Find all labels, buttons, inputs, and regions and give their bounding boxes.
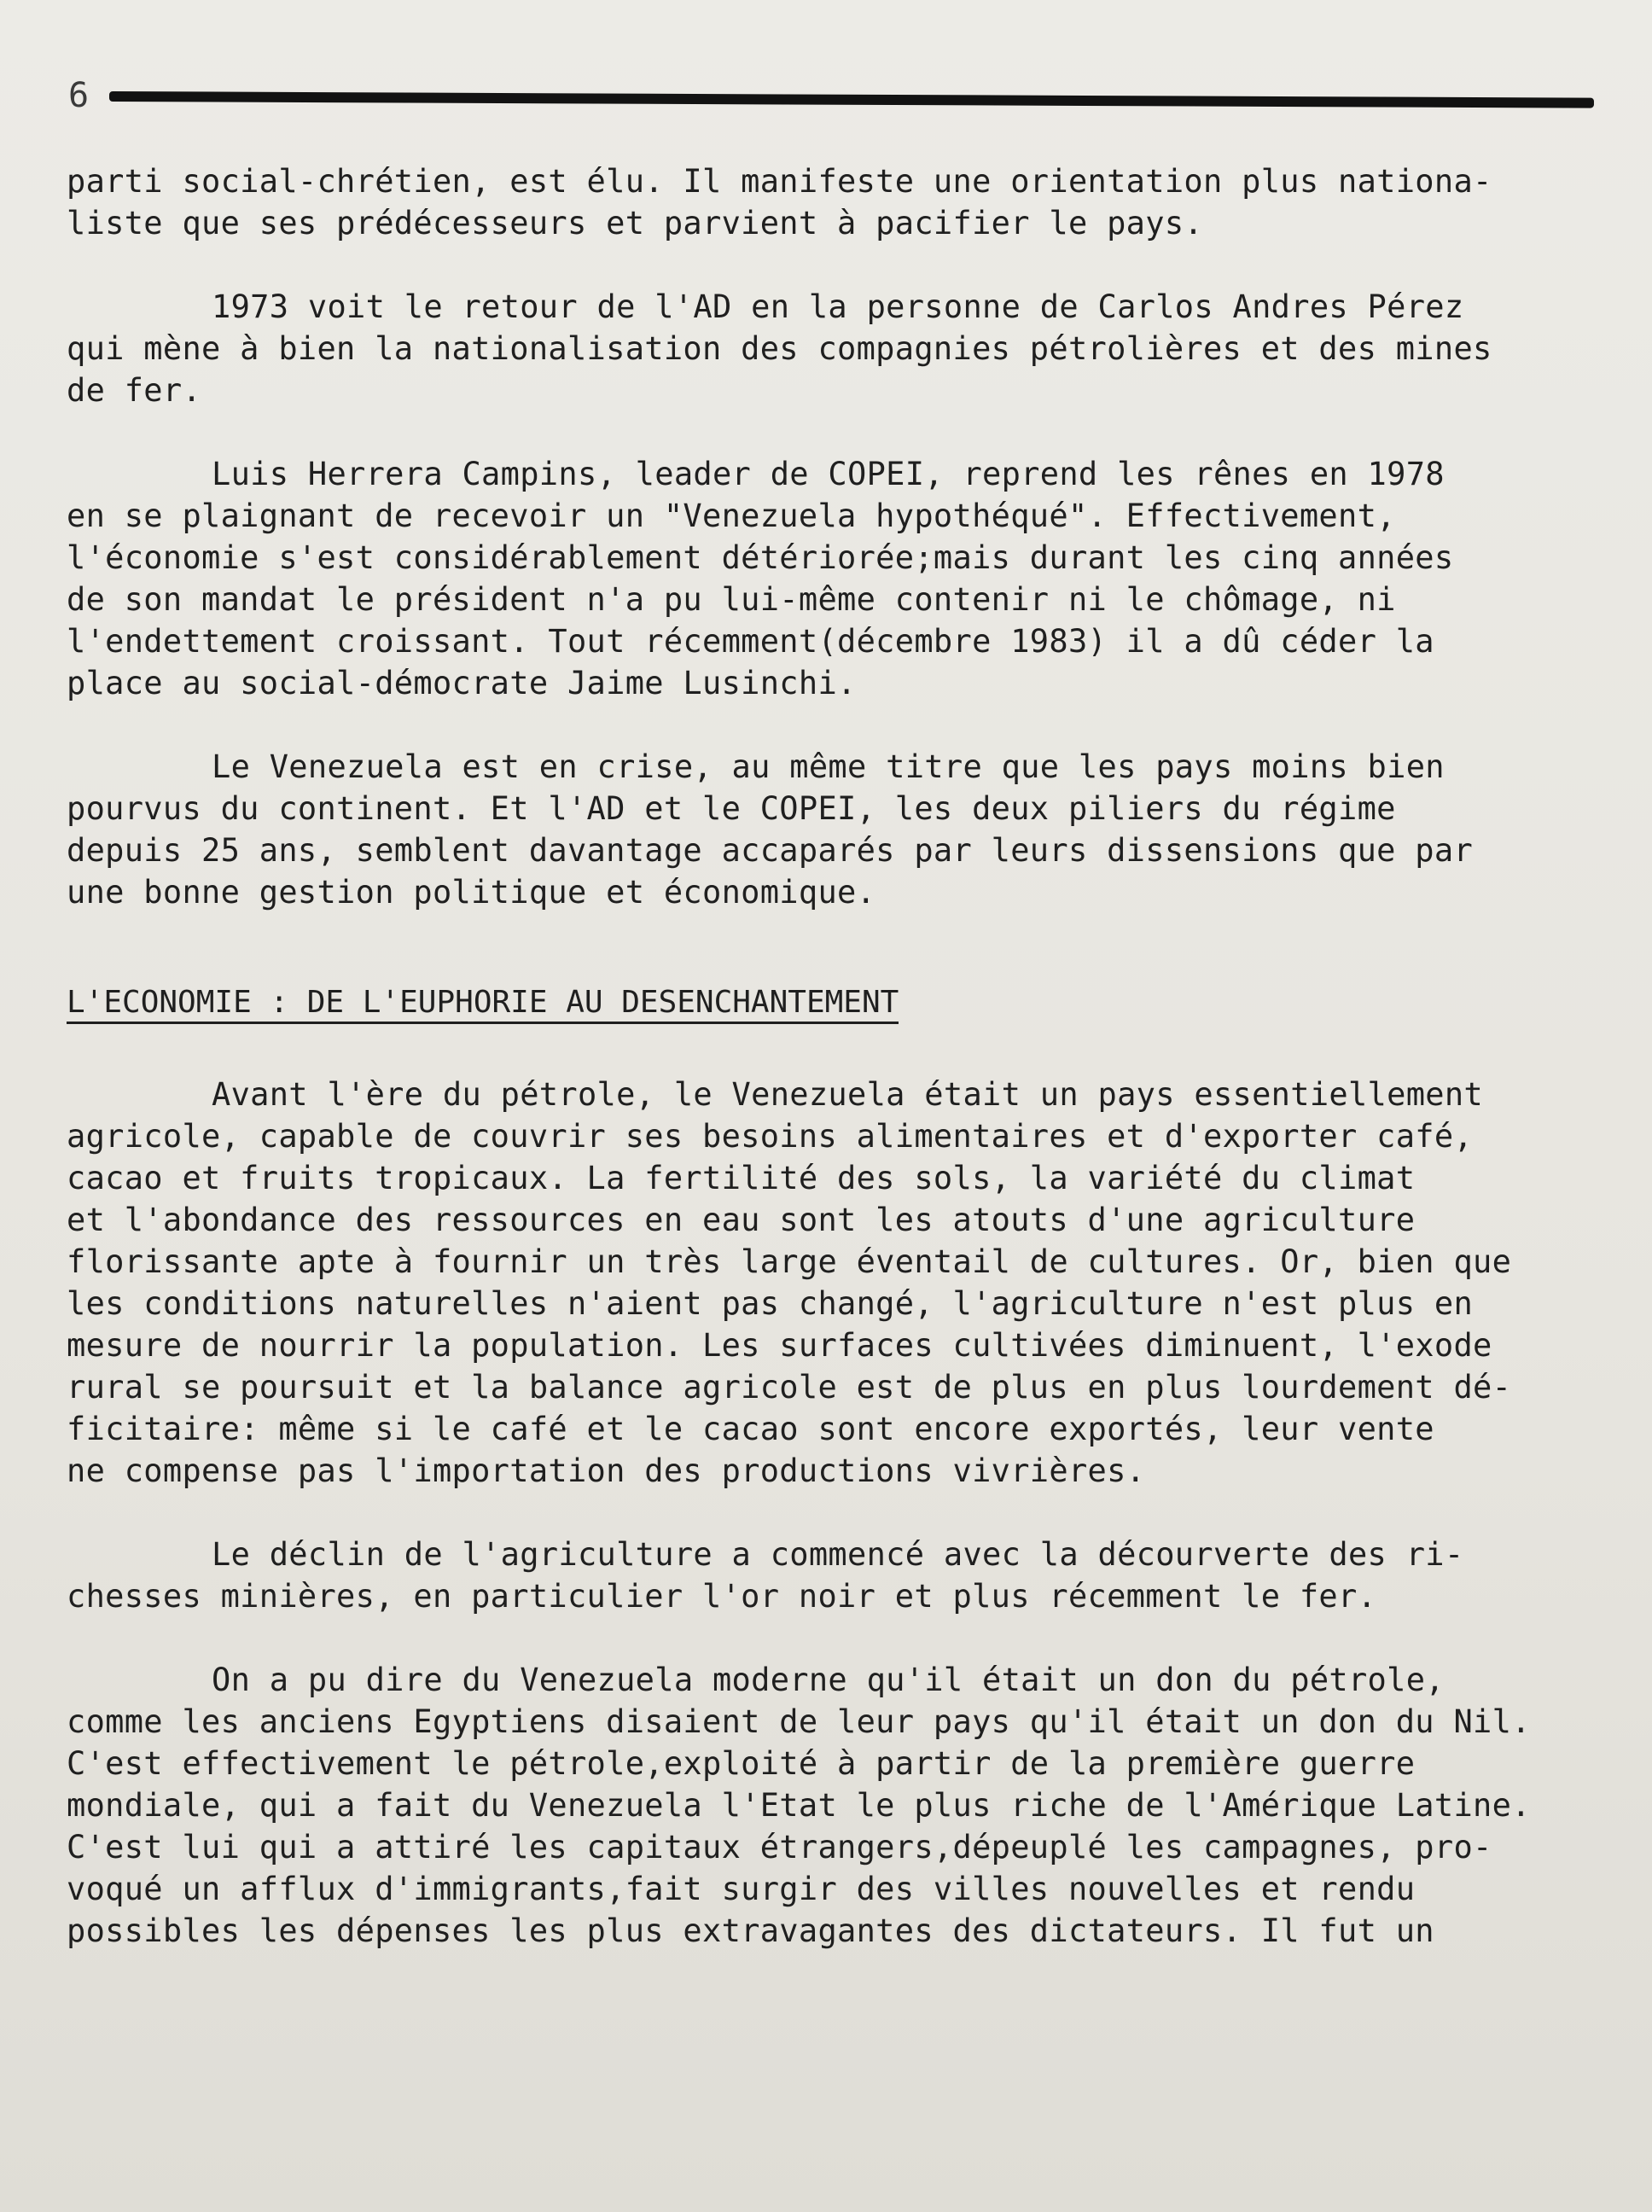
body-text [67, 160, 1585, 1994]
text-line: Avant l'ère du pétrole, le Venezuela était un pays essentiellement [212, 1076, 1484, 1113]
text-line: qui mène à bien la nationalisation des compagnies pétrolières et des mines [67, 330, 1492, 367]
paragraph [67, 1074, 1585, 1492]
text-line: l'endettement croissant. Tout récemment(décembre 1983) il a dû céder la [67, 623, 1434, 660]
text-line: possibles les dépenses les plus extravagantes des dictateurs. Il fut un [67, 1912, 1434, 1949]
paragraph [67, 286, 1585, 411]
text-line: l'économie s'est considérablement détériorée;mais durant les cinq années [67, 539, 1454, 576]
text-line: mesure de nourrir la population. Les surfaces cultivées diminuent, l'exode [67, 1327, 1492, 1364]
text-line: de son mandat le président n'a pu lui-même contenir ni le chômage, ni [67, 581, 1396, 618]
text-line: les conditions naturelles n'aient pas changé, l'agriculture n'est plus en [67, 1285, 1474, 1322]
paragraph [67, 1659, 1585, 1952]
text-line: 1973 voit le retour de l'AD en la personne de Carlos Andres Pérez [212, 288, 1464, 325]
paragraph [67, 746, 1585, 913]
text-line: On a pu dire du Venezuela moderne qu'il était un don du pétrole, [212, 1662, 1445, 1698]
text-line: liste que ses prédécesseurs et parvient à pacifier le pays. [67, 205, 1203, 242]
text-line: de fer. [67, 372, 202, 409]
text-line: ficitaire: même si le café et le cacao sont encore exportés, leur vente [67, 1411, 1434, 1447]
header-rule [109, 91, 1594, 108]
text-line: agricole, capable de couvrir ses besoins alimentaires et d'exporter café, [67, 1118, 1474, 1155]
paragraph [67, 453, 1585, 704]
text-line: en se plaignant de recevoir un "Venezuela hypothéqué". Effectivement, [67, 498, 1396, 534]
text-line: florissante apte à fournir un très large éventail de cultures. Or, bien que [67, 1243, 1512, 1280]
text-line: chesses minières, en particulier l'or noir et plus récemment le fer. [67, 1578, 1377, 1615]
text-line: rural se poursuit et la balance agricole est de plus en plus lourdement dé- [67, 1369, 1512, 1406]
text-line: voqué un afflux d'immigrants,fait surgir des villes nouvelles et rendu [67, 1871, 1416, 1907]
text-line: depuis 25 ans, semblent davantage accaparés par leurs dissensions que par [67, 832, 1474, 869]
text-line: comme les anciens Egyptiens disaient de leur pays qu'il était un don du Nil. [67, 1703, 1531, 1740]
paragraph [67, 160, 1585, 244]
text-line: ne compense pas l'importation des productions vivrières. [67, 1452, 1146, 1489]
paragraph [67, 1534, 1585, 1617]
text-line: une bonne gestion politique et économique. [67, 874, 876, 911]
text-line: C'est effectivement le pétrole,exploité à partir de la première guerre [67, 1745, 1416, 1782]
page-number: 6 [68, 76, 90, 115]
text-line: Le Venezuela est en crise, au même titre que les pays moins bien [212, 748, 1445, 785]
text-line: Le déclin de l'agriculture a commencé avec la décourverte des ri- [212, 1536, 1464, 1573]
text-line: pourvus du continent. Et l'AD et le COPEI, les deux piliers du régime [67, 790, 1396, 827]
text-line: Luis Herrera Campins, leader de COPEI, reprend les rênes en 1978 [212, 456, 1445, 492]
text-line: place au social-démocrate Jaime Lusinchi. [67, 665, 857, 701]
text-line: et l'abondance des ressources en eau sont les atouts d'une agriculture [67, 1202, 1416, 1238]
text-line: parti social-chrétien, est élu. Il manifeste une orientation plus nationa- [67, 163, 1492, 200]
section-heading: L'ECONOMIE : DE L'EUPHORIE AU DESENCHANTEMENT [67, 984, 899, 1024]
text-line: cacao et fruits tropicaux. La fertilité des sols, la variété du climat [67, 1160, 1416, 1196]
text-line: mondiale, qui a fait du Venezuela l'Etat le plus riche de l'Amérique Latine. [67, 1787, 1531, 1824]
text-line: C'est lui qui a attiré les capitaux étrangers,dépeuplé les campagnes, pro- [67, 1829, 1492, 1866]
